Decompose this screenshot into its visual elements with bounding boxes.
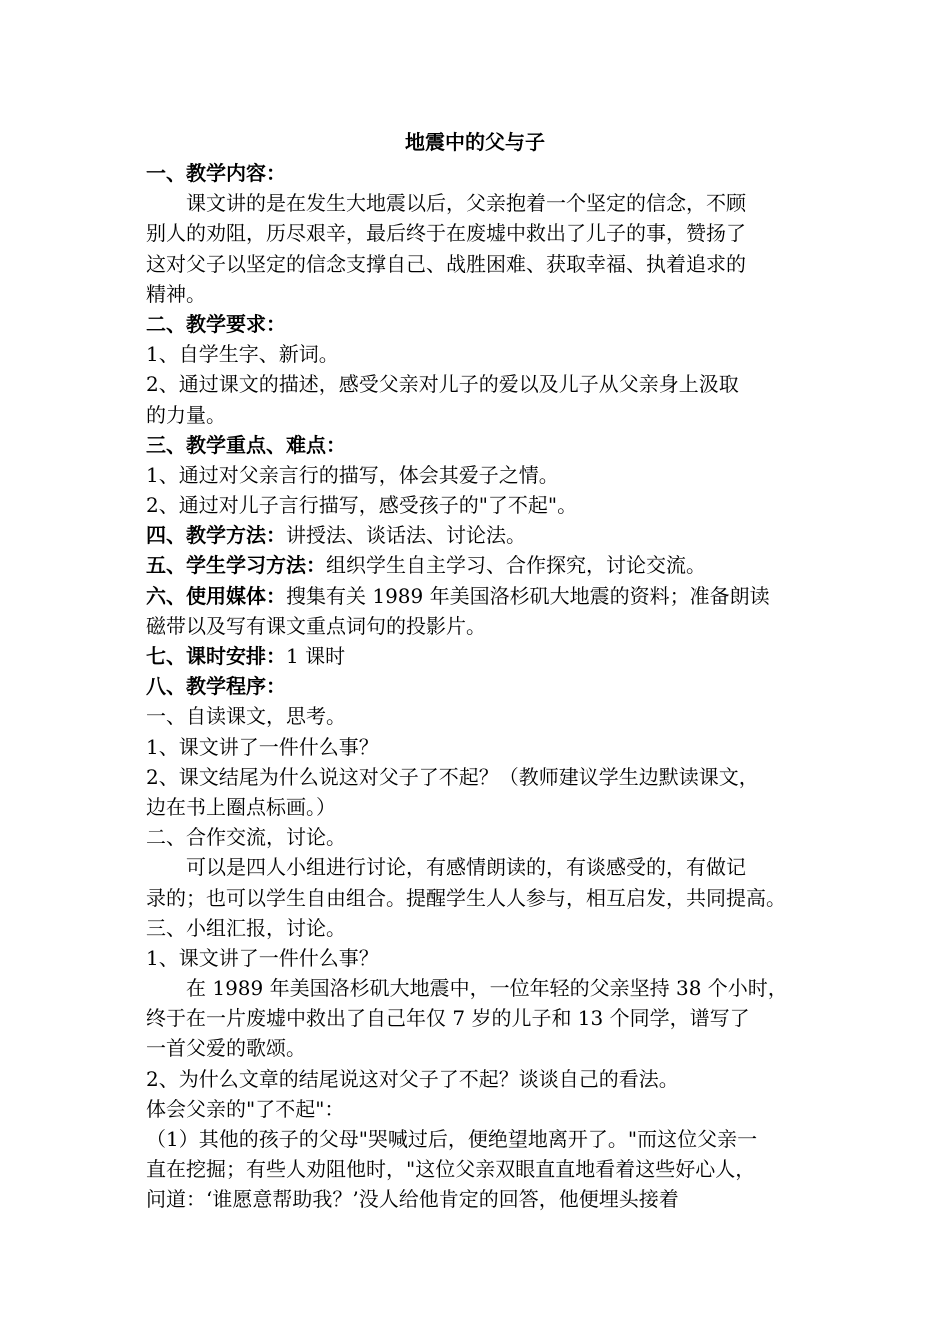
- paragraph-line: 别人的劝阻，历尽艰辛，最后终于在废墟中救出了儿子的事，赞扬了: [146, 221, 746, 246]
- section-text-continuation: 磁带以及写有课文重点词句的投影片。: [146, 613, 486, 638]
- procedure-step: 二、合作交流，讨论。: [146, 825, 346, 850]
- section-heading-procedure: 八、教学程序：: [146, 674, 286, 699]
- section-schedule: [146, 641, 810, 671]
- section-label: 七、课时安排：: [146, 644, 286, 668]
- list-item: 1、通过对父亲言行的描写，体会其爱子之情。: [146, 462, 559, 487]
- section-heading-content: 一、教学内容：: [146, 161, 286, 185]
- section-text: 讲授法、谈话法、讨论法。: [286, 523, 526, 548]
- procedure-line: 在 1989 年美国洛杉矶大地震中，一位年轻的父亲坚持 38 个小时，: [186, 976, 788, 1001]
- document-body: [146, 158, 810, 1215]
- procedure-line: 录的；也可以学生自由组合。提醒学生人人参与，相互启发，共同提高。: [146, 885, 786, 910]
- procedure-line: 可以是四人小组进行讨论，有感情朗读的，有谈感受的，有做记: [186, 855, 746, 880]
- list-item: 2、通过对儿子言行描写，感受孩子的"了不起"。: [146, 493, 578, 518]
- list-item: 2、通过课文的描述，感受父亲对儿子的爱以及儿子从父亲身上汲取: [146, 372, 739, 397]
- procedure-line: 直在挖掘；有些人劝阻他时，"这位父亲双眼直直地看着这些好心人，: [146, 1157, 756, 1182]
- procedure-line: 边在书上圈点标画。）: [146, 794, 336, 819]
- procedure-line: 1、课文讲了一件什么事？: [146, 945, 379, 970]
- paragraph-line: 课文讲的是在发生大地震以后，父亲抱着一个坚定的信念，不顾: [186, 191, 746, 216]
- section-label: 四、教学方法：: [146, 523, 286, 548]
- section-methods: [146, 520, 810, 550]
- procedure-line: 2、为什么文章的结尾说这对父子了不起？谈谈自己的看法。: [146, 1066, 679, 1091]
- section-label: 六、使用媒体：: [146, 583, 286, 608]
- procedure-line: （1）其他的孩子的父母"哭喊过后，便绝望地离开了。"而这位父亲一: [146, 1127, 758, 1151]
- list-item: 1、自学生字、新词。: [146, 342, 339, 367]
- procedure-line: 1、课文讲了一件什么事？: [146, 734, 379, 759]
- section-text: 搜集有关 1989 年美国洛杉矶大地震的资料；准备朗读: [286, 583, 770, 608]
- section-text: 组织学生自主学习、合作探究，讨论交流。: [326, 553, 706, 578]
- section-label: 五、学生学习方法：: [146, 553, 326, 578]
- document-title: 地震中的父与子: [405, 130, 545, 154]
- procedure-line: 终于在一片废墟中救出了自己年仅 7 岁的儿子和 13 个同学，谱写了: [146, 1006, 750, 1031]
- section-text: 1 课时: [286, 644, 346, 668]
- procedure-line: 一首父爱的歌颂。: [146, 1036, 306, 1061]
- paragraph-line: 这对父子以坚定的信念支撑自己、战胜困难、获取幸福、执着追求的: [146, 251, 746, 276]
- procedure-step: 三、小组汇报，讨论。: [146, 915, 346, 940]
- paragraph-line: 精神。: [146, 281, 206, 306]
- procedure-line: 2、课文结尾为什么说这对父子了不起？（教师建议学生边默读课文，: [146, 764, 759, 789]
- section-heading-requirements: 二、教学要求：: [146, 311, 286, 336]
- section-learning-methods: [146, 550, 810, 580]
- procedure-step: 一、自读课文，思考。: [146, 704, 346, 729]
- section-media: [146, 581, 810, 611]
- section-heading-key-points: 三、教学重点、难点：: [146, 432, 346, 457]
- procedure-line: 问道：‘谁愿意帮助我？’没人给他肯定的回答，他便埋头接着: [146, 1187, 679, 1212]
- procedure-line: 体会父亲的"了不起"：: [146, 1096, 345, 1121]
- list-item-continuation: 的力量。: [146, 402, 226, 427]
